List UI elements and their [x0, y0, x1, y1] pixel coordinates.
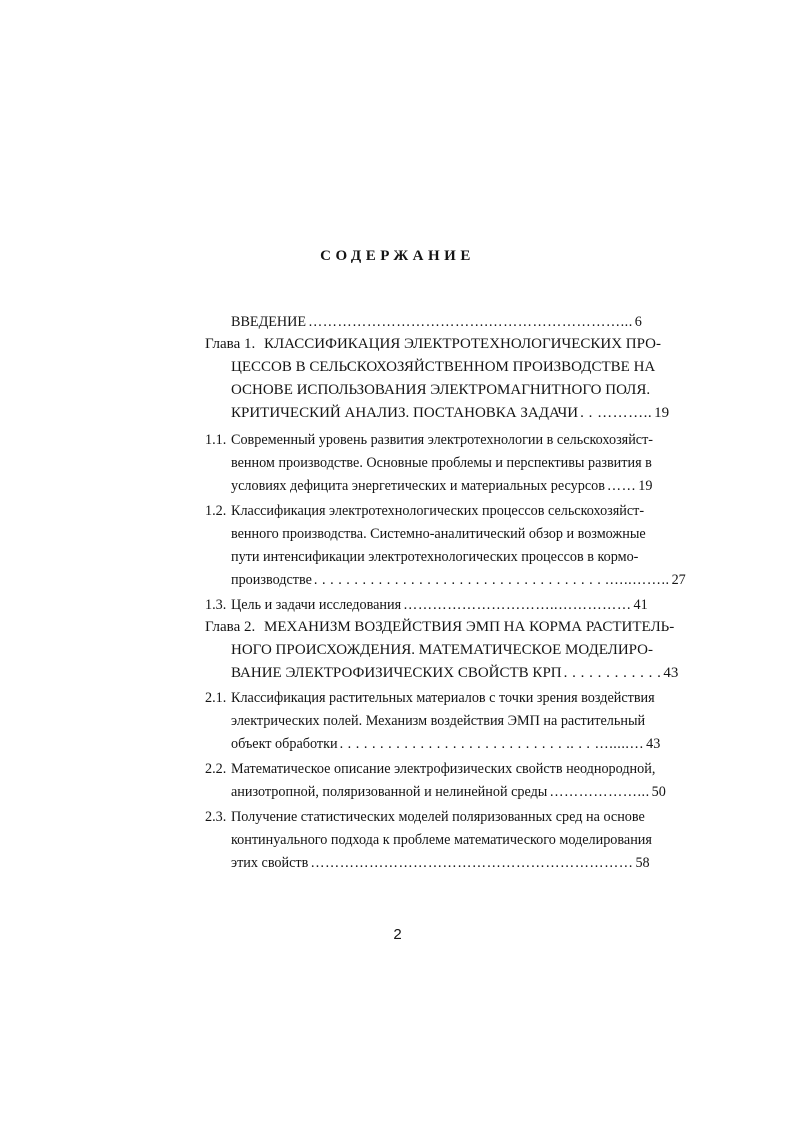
section-number: 2.3. [205, 809, 227, 825]
page-number: 2 [393, 926, 402, 943]
section-number: 1.3. [205, 597, 227, 613]
toc-leader-dots: . . . . . . . . . . . . . . . . . . . . . . . . . . . . . . . . . . . . .…..…….. [313, 572, 670, 588]
section-2-1-line: электрических полей. Механизм воздействия ЭМП на растительный [231, 713, 646, 729]
toc-entry-text: анизотропной, поляризованной и нелинейной среды [231, 784, 548, 800]
chapter-1-title-line [231, 404, 670, 423]
section-2-2-line [231, 783, 666, 801]
section-2-3-line: Получение статистических моделей поляризованных сред на основе [231, 809, 645, 825]
toc-leader-dots: …… [606, 478, 637, 494]
section-1-2-line: пути интенсификации электротехнологических процессов в кормо- [231, 549, 639, 565]
toc-page-number: 27 [671, 572, 686, 588]
section-1-2-line [231, 571, 686, 589]
toc-page-number: 43 [646, 736, 661, 752]
toc-entry-text: Цель и задачи исследования [231, 597, 402, 613]
toc-entry-text: условиях дефицита энергетических и материальных ресурсов [231, 478, 605, 494]
toc-leader-dots: . . . . . . . . . . . . . . . . . . . . . . . . . . . . .. . . ….....… [339, 736, 645, 752]
section-2-3-line [231, 854, 650, 872]
toc-page-number: 58 [635, 855, 650, 871]
toc-page-number: 6 [634, 314, 642, 330]
toc-leader-dots: ………………... [549, 784, 650, 800]
chapter-1-title-line: ОСНОВЕ ИСПОЛЬЗОВАНИЯ ЭЛЕКТРОМАГНИТНОГО ПОЛЯ. [231, 382, 651, 398]
section-1-3-line [231, 596, 648, 614]
toc-entry-text: производстве [231, 572, 312, 588]
toc-entry-introduction [231, 313, 642, 331]
toc-entry-text: объект обработки [231, 736, 338, 752]
chapter-2-title-line [231, 664, 679, 683]
toc-leader-dots: …………………………..…………… [403, 597, 632, 613]
section-number: 2.1. [205, 690, 227, 706]
chapter-2-title-line: МЕХАНИЗМ ВОЗДЕЙСТВИЯ ЭМП НА КОРМА РАСТИТЕЛЬ- [264, 619, 675, 635]
section-2-1-line [231, 735, 661, 753]
section-number: 2.2. [205, 761, 227, 777]
section-1-1-line: венном производстве. Основные проблемы и перспективы развития в [231, 455, 652, 471]
page-title: СОДЕРЖАНИЕ [320, 248, 475, 264]
chapter-2-label: Глава 2. [205, 619, 256, 635]
section-2-2-line: Математическое описание электрофизических свойств неоднородной, [231, 761, 656, 777]
toc-entry-text: КРИТИЧЕСКИЙ АНАЛИЗ. ПОСТАНОВКА ЗАДАЧИ [231, 405, 579, 421]
section-1-1-line [231, 477, 653, 495]
toc-leader-dots: ……………………………….………………………... [308, 314, 633, 330]
section-1-2-line: Классификация электротехнологических процессов сельскохозяйст- [231, 503, 645, 519]
section-2-1-line: Классификация растительных материалов с точки зрения воздействия [231, 690, 655, 706]
toc-leader-dots: . . ……….. [580, 405, 653, 421]
toc-page-number: 41 [633, 597, 648, 613]
section-2-3-line: континуального подхода к проблеме математического моделирования [231, 832, 652, 848]
toc-entry-text: этих свойств [231, 855, 309, 871]
toc-page-number: 50 [651, 784, 666, 800]
section-1-1-line: Современный уровень развития электротехнологии в сельскохозяйст- [231, 432, 654, 448]
chapter-2-title-line: НОГО ПРОИСХОЖДЕНИЯ. МАТЕМАТИЧЕСКОЕ МОДЕЛИРО- [231, 642, 654, 658]
chapter-1-title-line: ЦЕССОВ В СЕЛЬСКОХОЗЯЙСТВЕННОМ ПРОИЗВОДСТВЕ НА [231, 359, 656, 375]
toc-leader-dots: ………………………………………………………… [310, 855, 634, 871]
toc-entry-text: ВАНИЕ ЭЛЕКТРОФИЗИЧЕСКИХ СВОЙСТВ КРП [231, 665, 562, 681]
chapter-1-title-line: КЛАССИФИКАЦИЯ ЭЛЕКТРОТЕХНОЛОГИЧЕСКИХ ПРО- [264, 336, 661, 352]
toc-leader-dots: . . . . . . . . . . . . [563, 665, 662, 681]
toc-page-number: 19 [654, 405, 670, 421]
toc-page-number: 43 [663, 665, 679, 681]
section-number: 1.2. [205, 503, 227, 519]
section-number: 1.1. [205, 432, 227, 448]
chapter-1-label: Глава 1. [205, 336, 256, 352]
section-1-2-line: венного производства. Системно-аналитический обзор и возможные [231, 526, 646, 542]
toc-page-number: 19 [638, 478, 653, 494]
toc-entry-text: ВВЕДЕНИЕ [231, 314, 307, 330]
